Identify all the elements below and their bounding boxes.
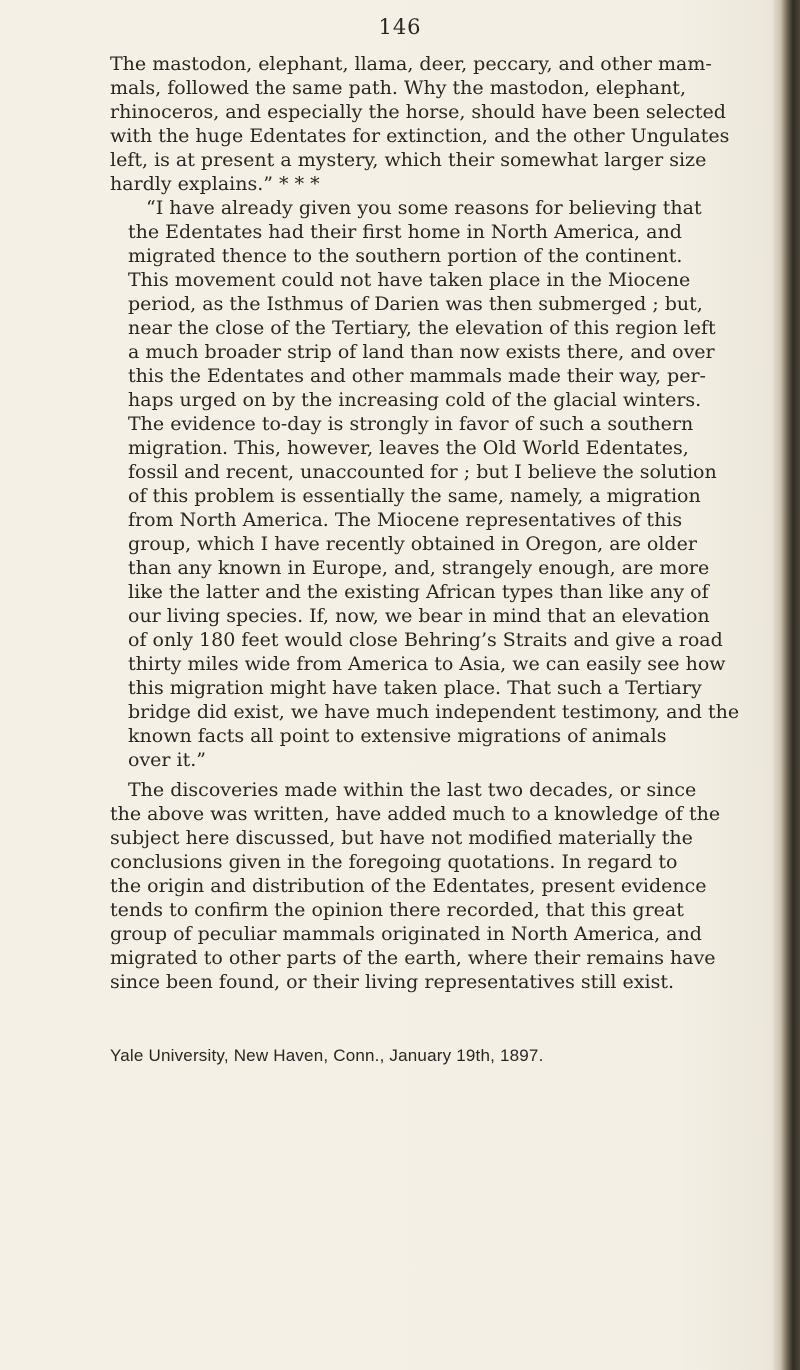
text-line: The discoveries made within the last two decades, or since: [128, 779, 697, 801]
text-line: hardly explains.” * * *: [110, 173, 320, 195]
text-line: subject here discussed, but have not modified materially the: [110, 827, 693, 849]
text-line: of only 180 feet would close Behring’s Straits and give a road: [128, 629, 723, 651]
text-line: than any known in Europe, and, strangely enough, are more: [128, 557, 710, 579]
text-line: this migration might have taken place. That such a Tertiary: [128, 677, 702, 699]
text-line: a much broader strip of land than now exists there, and over: [128, 341, 715, 363]
text-line: migrated to other parts of the earth, where their remains have: [110, 947, 716, 969]
paragraph-2: [110, 196, 800, 772]
text-line: bridge did exist, we have much independent testimony, and the: [128, 701, 740, 723]
text-line: like the latter and the existing African types than like any of: [128, 581, 709, 603]
footer-dateline: Yale University, New Haven, Conn., January 19th, 1897.: [110, 1046, 544, 1065]
page-number: 146: [378, 15, 422, 39]
paragraph-3: [110, 778, 800, 994]
text-line: known facts all point to extensive migrations of animals: [128, 725, 667, 747]
text-line: rhinoceros, and especially the horse, should have been selected: [110, 101, 726, 123]
text-line: conclusions given in the foregoing quotations. In regard to: [110, 851, 678, 873]
text-line: the above was written, have added much to a knowledge of the: [110, 803, 721, 825]
text-line: haps urged on by the increasing cold of the glacial winters.: [128, 389, 702, 411]
text-line: the origin and distribution of the Edentates, present evidence: [110, 875, 707, 897]
text-line: from North America. The Miocene representatives of this: [128, 509, 683, 531]
text-line: “I have already given you some reasons for believing that: [146, 197, 702, 219]
text-line: since been found, or their living representatives still exist.: [110, 971, 674, 993]
text-line: The evidence to-day is strongly in favor of such a southern: [128, 413, 694, 435]
text-line: with the huge Edentates for extinction, and the other Ungulates: [110, 125, 730, 147]
text-line: This movement could not have taken place in the Miocene: [128, 269, 691, 291]
body-text: [110, 52, 800, 994]
paragraph-1: [110, 52, 800, 196]
text-line: period, as the Isthmus of Darien was then submerged ; but,: [128, 293, 703, 315]
text-line: our living species. If, now, we bear in mind that an elevation: [128, 605, 710, 627]
text-line: tends to confirm the opinion there recorded, that this great: [110, 899, 684, 921]
text-line: this the Edentates and other mammals made their way, per-: [128, 365, 706, 387]
text-line: group of peculiar mammals originated in North America, and: [110, 923, 702, 945]
text-line: mals, followed the same path. Why the mastodon, elephant,: [110, 77, 686, 99]
text-line: of this problem is essentially the same, namely, a migration: [128, 485, 701, 507]
text-line: left, is at present a mystery, which their somewhat larger size: [110, 149, 707, 171]
text-line: the Edentates had their first home in North America, and: [128, 221, 682, 243]
text-line: over it.”: [128, 749, 207, 771]
text-line: thirty miles wide from America to Asia, we can easily see how: [128, 653, 726, 675]
text-line: The mastodon, elephant, llama, deer, peccary, and other mam-: [110, 53, 712, 75]
text-line: migration. This, however, leaves the Old World Edentates,: [128, 437, 689, 459]
text-line: group, which I have recently obtained in Oregon, are older: [128, 533, 697, 555]
text-line: migrated thence to the southern portion of the continent.: [128, 245, 683, 267]
text-line: near the close of the Tertiary, the elevation of this region left: [128, 317, 716, 339]
book-spine-shadow: [772, 0, 800, 1370]
text-line: fossil and recent, unaccounted for ; but I believe the solution: [128, 461, 717, 483]
